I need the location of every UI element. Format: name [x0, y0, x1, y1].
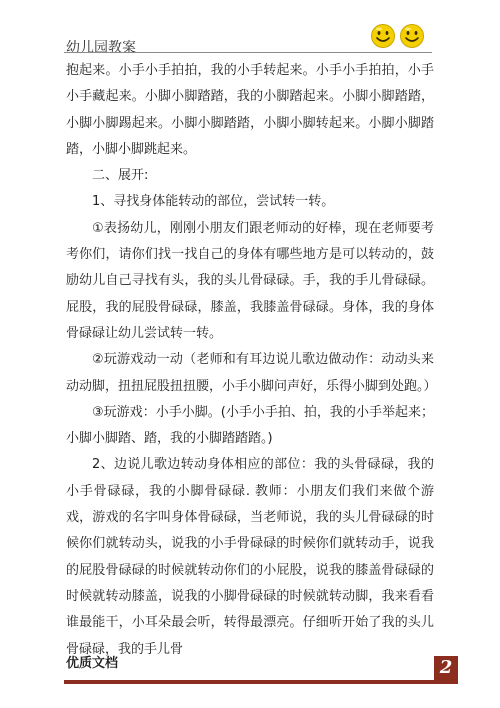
- paragraph: ③玩游戏：小手小脚。(小手小手拍、拍，我的小手举起来；小脚小脚踏、踏，我的小脚踏踏踏。): [66, 404, 434, 447]
- paragraph: 二、展开:: [92, 168, 149, 184]
- page-number-badge: 2: [434, 656, 458, 680]
- document-body: [66, 58, 437, 663]
- header-divider: [64, 52, 432, 53]
- paragraph: ①表扬幼儿，刚刚小朋友们跟老师动的好棒，现在老师要考考你们，请你们找一找自己的身体有哪些地方是可以转动的，鼓励幼儿自己寻找有头，我的头儿骨碌碌。手，我的手儿骨碌碌。屁股，我的屁股骨碌碌，膝盖，我膝盖骨碌碌。身体，我的身体骨碌碌让幼儿尝试转一转。: [66, 220, 434, 341]
- smiley-face-icon: [372, 25, 395, 48]
- footer-label: 优质文档: [66, 656, 119, 671]
- paragraph: ②玩游戏动一动（老师和有耳边说儿歌边做动作：动动头来动动脚，扭扭屁股扭扭腰，小手小脚问声好，乐得小脚到处跑。）: [66, 352, 437, 394]
- smiley-icons: [370, 22, 430, 50]
- smiley-face-icon: [401, 25, 424, 48]
- header-title: 幼儿园教案: [66, 40, 136, 56]
- paragraph: 抱起来。小手小手拍拍，我的小手转起来。小手小手拍拍，小手小手藏起来。小脚小脚踏踏，我的小脚踏起来。小脚小脚踏踏，小脚小脚踢起来。小脚小脚踏踏，小脚小脚转起来。小脚小脚踏踏，小脚小脚跳起来。: [66, 63, 434, 157]
- paragraph: 2、边说儿歌边转动身体相应的部位：我的头骨碌碌，我的小手骨碌碌，我的小脚骨碌碌. 教师：小朋友们我们来做个游戏，游戏的名字叫身体骨碌碌，当老师说，我的头儿骨碌碌的时候你们就转动头，说我的小手骨碌碌的时候你们就转动手，说我的屁股骨碌碌的时候就转动你们的小屁股，说我的膝盖骨碌碌的时候就转动膝盖，说我的小脚骨碌碌的时候就转动脚，我来看看谁最能干，小耳朵最会听，转得最漂亮。仔细听开始了我的头儿骨碌碌，我的手儿骨: [66, 457, 434, 657]
- paragraph: 1、寻找身体能转动的部位，尝试转一转。: [92, 194, 335, 210]
- footer-divider: [64, 680, 458, 684]
